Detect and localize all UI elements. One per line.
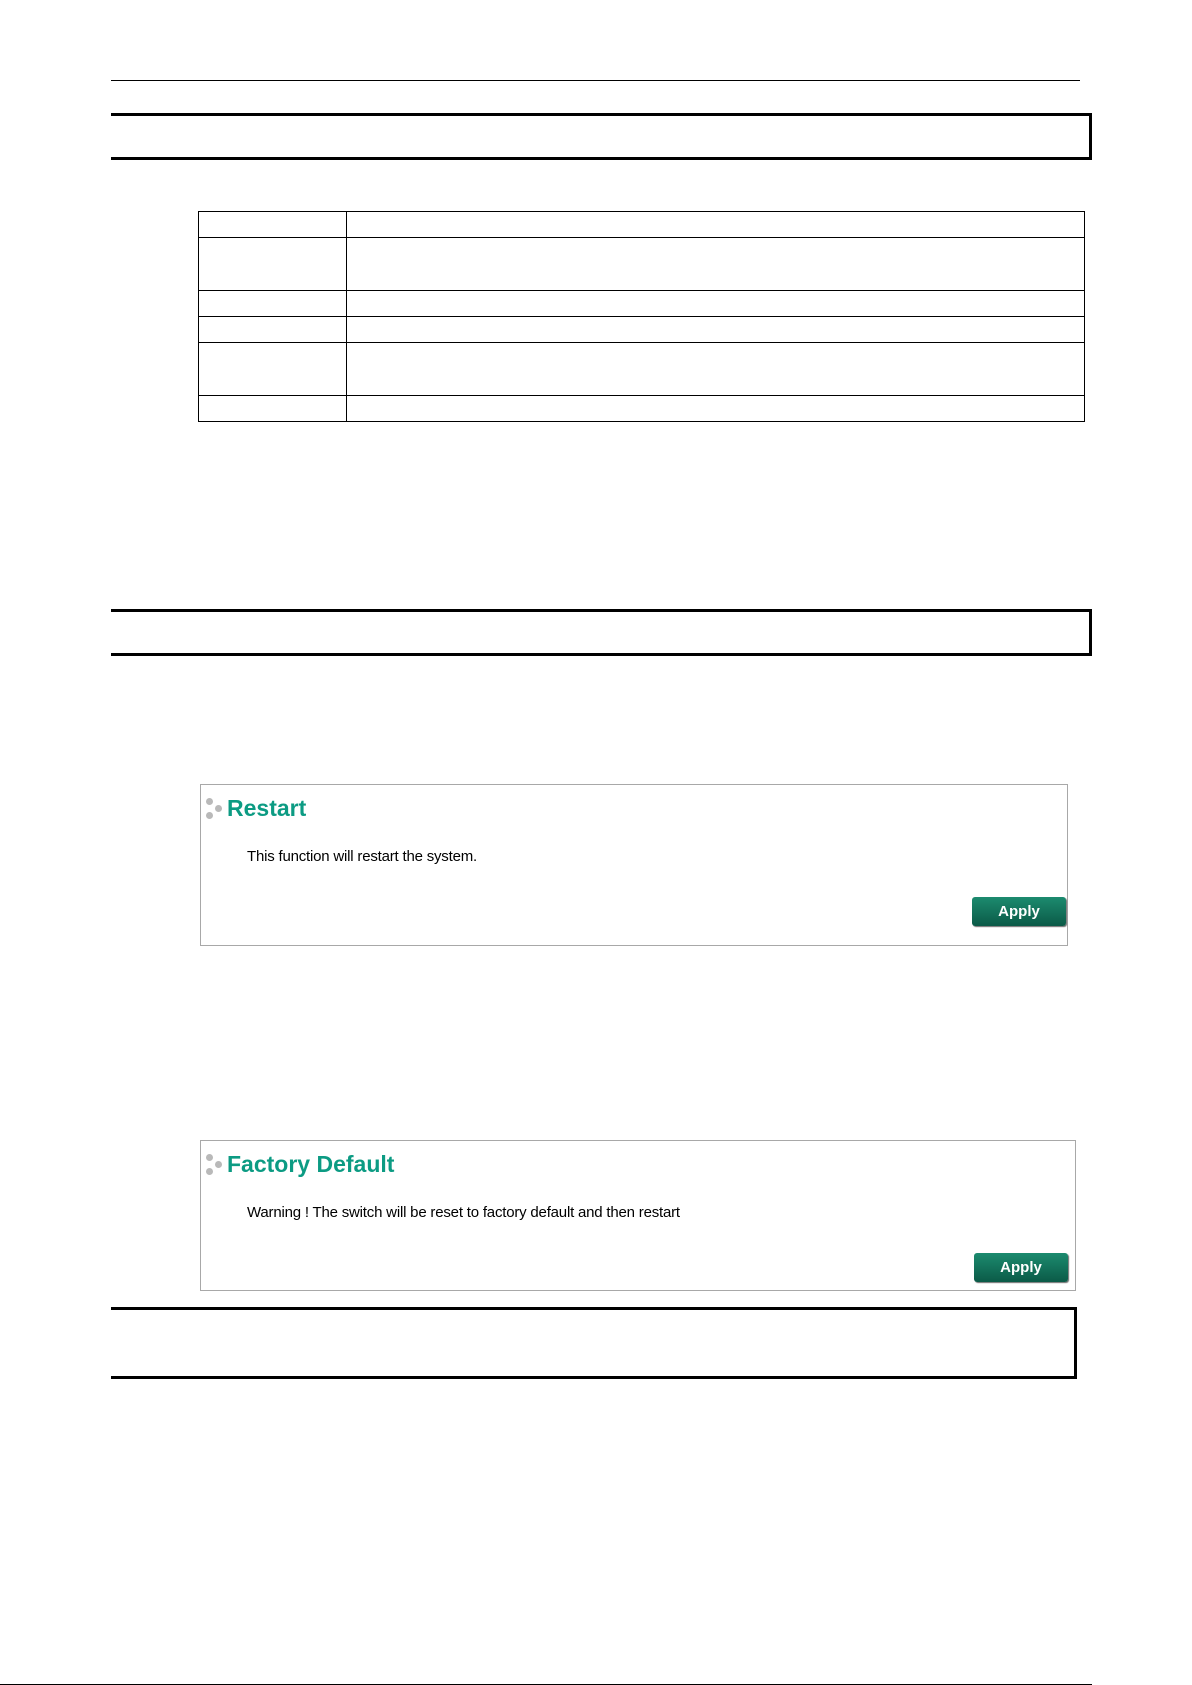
table-cell bbox=[199, 212, 347, 238]
table-row bbox=[199, 291, 1085, 317]
table-cell bbox=[347, 291, 1085, 317]
factory-default-panel-title: Factory Default bbox=[227, 1151, 395, 1177]
table-row bbox=[199, 238, 1085, 291]
settings-description-table bbox=[198, 211, 1085, 422]
table-cell bbox=[199, 396, 347, 422]
restart-panel-message: This function will restart the system. bbox=[247, 848, 477, 865]
table-cell bbox=[199, 343, 347, 396]
restart-panel bbox=[200, 784, 1068, 946]
table-cell bbox=[347, 396, 1085, 422]
header-rule bbox=[111, 80, 1080, 81]
section-heading-box-1 bbox=[111, 113, 1092, 160]
table-cell bbox=[347, 317, 1085, 343]
table-cell bbox=[347, 343, 1085, 396]
table-row bbox=[199, 343, 1085, 396]
table-row bbox=[199, 212, 1085, 238]
three-dot-bullet-icon bbox=[205, 798, 225, 820]
factory-default-panel bbox=[200, 1140, 1076, 1291]
table-row bbox=[199, 317, 1085, 343]
factory-default-apply-button[interactable]: Apply bbox=[974, 1253, 1068, 1282]
three-dot-bullet-icon bbox=[205, 1154, 225, 1176]
restart-panel-title: Restart bbox=[227, 795, 307, 821]
table-cell bbox=[199, 238, 347, 291]
table-cell bbox=[347, 212, 1085, 238]
factory-default-panel-message: Warning ! The switch will be reset to factory default and then restart bbox=[247, 1204, 680, 1221]
table-cell bbox=[347, 238, 1085, 291]
table-cell bbox=[199, 291, 347, 317]
restart-apply-button[interactable]: Apply bbox=[972, 897, 1066, 926]
table-row bbox=[199, 396, 1085, 422]
section-heading-box-3 bbox=[111, 1307, 1077, 1379]
section-heading-box-2 bbox=[111, 609, 1092, 656]
table-cell bbox=[199, 317, 347, 343]
